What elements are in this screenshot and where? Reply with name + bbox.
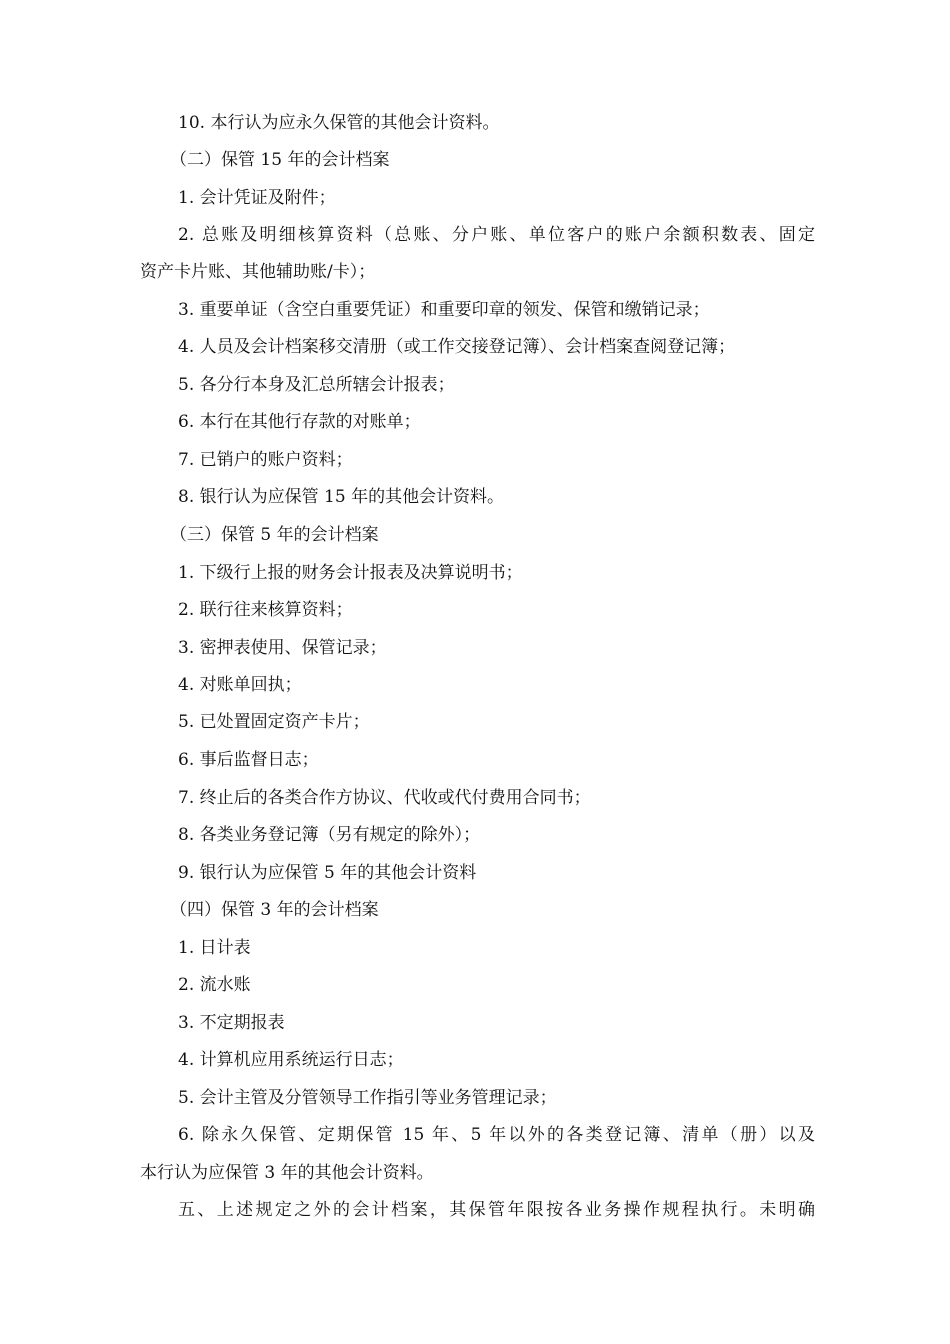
item-2-line-1: 2. 总账及明细核算资料（总账、分户账、单位客户的账户余额积数表、固定 — [178, 225, 815, 245]
item-5: 5. 已处置固定资产卡片； — [178, 712, 370, 732]
item-8: 8. 各类业务登记簿（另有规定的除外）； — [178, 825, 481, 845]
item-9: 9. 银行认为应保管 5 年的其他会计资料 — [178, 863, 477, 883]
item-2: 2. 联行往来核算资料； — [178, 600, 353, 620]
item-7: 7. 已销户的账户资料； — [178, 450, 353, 470]
item-1: 1. 会计凭证及附件； — [178, 188, 336, 208]
section-heading-5-years: （三）保管 5 年的会计档案 — [170, 525, 379, 545]
item-6-line-2: 本行认为应保管 3 年的其他会计资料。 — [140, 1163, 434, 1183]
item-3: 3. 不定期报表 — [178, 1013, 285, 1033]
item-6: 6. 本行在其他行存款的对账单； — [178, 412, 421, 432]
item-1: 1. 下级行上报的财务会计报表及决算说明书； — [178, 563, 523, 583]
item-1: 1. 日计表 — [178, 938, 251, 958]
item-5: 5. 会计主管及分管领导工作指引等业务管理记录； — [178, 1088, 557, 1108]
item-7: 7. 终止后的各类合作方协议、代收或代付费用合同书； — [178, 788, 591, 808]
item-4: 4. 计算机应用系统运行日志； — [178, 1050, 404, 1070]
item-4: 4. 人员及会计档案移交清册（或工作交接登记簿）、会计档案查阅登记簿； — [178, 337, 736, 357]
section-heading-15-years: （二）保管 15 年的会计档案 — [170, 150, 390, 170]
section-heading-3-years: （四）保管 3 年的会计档案 — [170, 900, 379, 920]
paragraph-five: 五、上述规定之外的会计档案，其保管年限按各业务操作规程执行。未明确 — [178, 1200, 815, 1220]
item-2: 2. 流水账 — [178, 975, 251, 995]
item-3: 3. 密押表使用、保管记录； — [178, 638, 387, 658]
item-6: 6. 事后监督日志； — [178, 750, 319, 770]
item-5: 5. 各分行本身及汇总所辖会计报表； — [178, 375, 455, 395]
item-6-line-1: 6. 除永久保管、定期保管 15 年、5 年以外的各类登记簿、清单（册）以及 — [178, 1125, 815, 1145]
item-3: 3. 重要单证（含空白重要凭证）和重要印章的领发、保管和缴销记录； — [178, 300, 710, 320]
item-8: 8. 银行认为应保管 15 年的其他会计资料。 — [178, 487, 505, 507]
item-4: 4. 对账单回执； — [178, 675, 302, 695]
item-10-permanent: 10. 本行认为应永久保管的其他会计资料。 — [178, 113, 500, 133]
item-2-line-2: 资产卡片账、其他辅助账/卡）； — [140, 262, 376, 282]
